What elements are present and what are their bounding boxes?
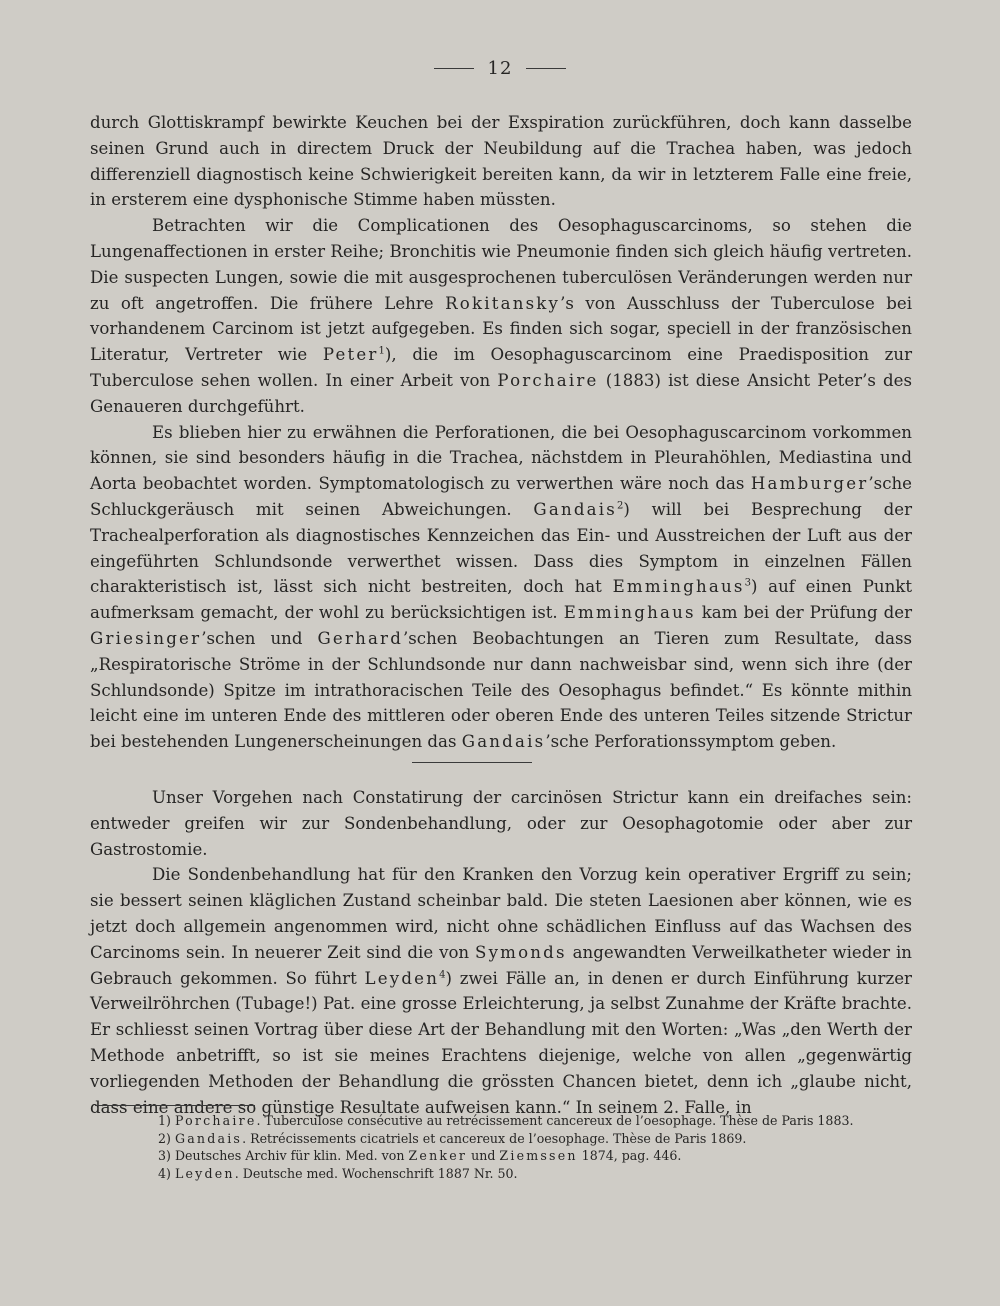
section-divider — [412, 762, 532, 763]
author-name: Emminghaus — [612, 577, 745, 597]
footnote-text: und — [467, 1148, 500, 1164]
header-dash-left — [434, 68, 474, 69]
text-run: Betrachten wir die Complicationen des Oesophaguscarcinoms, so stehen die Lungenaffectionen in erster Reihe; Bronchitis wie Pneumonie finden sich gleich häufig vertreten. Die suspecten Lungen, sowie die mit ausgesprochenen tuberculösen Veränderungen werden nur zu oft angetroffen. Die frühere Lehre — [90, 216, 912, 313]
footnote-3 — [96, 1147, 914, 1165]
author-name: Griesinger — [90, 628, 202, 648]
footnote-mark: 1) — [158, 1113, 171, 1128]
author-name: Emminghaus — [563, 603, 696, 623]
footnote-mark: 4) — [158, 1165, 171, 1181]
section-treatment — [90, 785, 912, 1120]
text-run: durch Glottiskrampf bewirkte Keuchen bei der Exspiration zurückführen, doch kann dasselbe seinen Grund auch in directem Druck der Neubildung auf die Trachea haben, was jedoch differenziell diagnostisch keine Schwierigkeit bereiten kann, da wir in letzterem Falle eine freie, in ersterem eine dysphonische Stimme haben müssten. — [90, 113, 912, 210]
author-name: Gerhard — [317, 628, 404, 648]
page-header — [0, 58, 1000, 79]
footnotes — [96, 1112, 914, 1182]
footnote-text: . Tuberculose consécutive au retrécissement cancereux de l’oesophage. Thèse de Paris 1883. — [256, 1113, 854, 1128]
header-dash-right — [526, 68, 566, 69]
footnote-ref: 2 — [617, 500, 624, 512]
text-run: (1883) ist diese Ansicht Peter’s des Genaueren durchgeführt. — [90, 370, 913, 416]
author-name: Gandais — [461, 732, 546, 752]
paragraph-continuation — [90, 110, 912, 213]
text-run: Es blieben hier zu erwähnen die Perforationen, die bei Oesophaguscarcinom vorkommen können, sie sind besonders häufig in die Trachea, nächstdem in Pleurahöhlen, Mediastina und Aorta beobachtet worden. Symptomatologisch zu verwerthen wäre noch das — [90, 422, 912, 494]
author-name: Porchaire — [497, 370, 599, 390]
author-name: Leyden — [174, 1165, 235, 1181]
paragraph-complications — [90, 213, 912, 419]
footnote-ref: 1 — [378, 345, 385, 357]
footnote-text: . Retrécissements cicatriels et cancereux de l’oesophage. Thèse de Paris 1869. — [242, 1130, 747, 1146]
paragraph-treatment-intro — [90, 785, 912, 862]
text-run: ) zwei Fälle an, in denen er durch Einführung kurzer Verweilröhrchen (Tubage!) Pat. eine grosse Erleichterung, ja selbst Zunahme der Kräfte brachte. Er schliesst seinen Vortrag über diese Art der Behandlung mit den Worten: „Was „den Werth der Methode anbetrifft, so ist sie meines Erachtens diejenige, welche von allen „gegenwärtig vorliegenden Methoden der Behandlung die grössten Chancen bietet, denn ich „glaube nicht, dass eine andere so günstige Resultate aufweisen kann.“ In seinem 2. Falle, in — [90, 968, 912, 1117]
footnote-4 — [96, 1165, 914, 1183]
footnote-text: . Deutsche med. Wochenschrift 1887 Nr. 50. — [234, 1165, 518, 1181]
author-name: Porchaire — [174, 1113, 257, 1128]
footnote-ref: 4 — [439, 969, 446, 981]
text-run: ’schen Beobachtungen an Tieren zum Resultate, dass „Respiratorische Ströme in der Schlundsonde nur dann nachweisbar sind, wenn sich ihre (der Schlundsonde) Spitze im intrathoracischen Teile des Oesophagus befindet.“ Es könnte mithin leicht eine im unteren Ende des mittleren oder oberen Ende des unteren Teiles sitzende Strictur bei bestehenden Lungenerscheinungen das — [90, 628, 912, 752]
text-run: ’schen und — [201, 628, 318, 648]
text-run: kam bei der Prüfung der — [695, 603, 912, 623]
author-name: Leyden — [364, 968, 440, 988]
author-name: Rokitansky — [445, 293, 561, 313]
text-run: ) will bei Besprechung der Trachealperforation als diagnostisches Kennzeichen das Ein- und Ausstreichen der Luft aus der eingeführten Schlundsonde verwerthet wissen. Dass dies Symptom in einzelnen Fällen charakteristisch ist, lässt sich nicht bestreiten, doch hat — [90, 499, 913, 597]
footnote-mark: 3) — [158, 1148, 171, 1164]
footnote-text: Deutsches Archiv für klin. Med. von — [174, 1148, 409, 1164]
page-number: 12 — [487, 58, 513, 79]
author-name: Peter — [322, 345, 379, 365]
footnote-ref: 3 — [744, 577, 751, 589]
footnote-divider — [95, 1105, 255, 1106]
footnote-2 — [96, 1130, 914, 1148]
text-run: ’sche Perforationssymptom geben. — [545, 732, 837, 752]
text-run: Unser Vorgehen nach Constatirung der carcinösen Strictur kann ein dreifaches sein: entweder greifen wir zur Sondenbehandlung, oder zur Oesophagotomie oder aber zur Gastrostomie. — [90, 788, 912, 859]
text-run: angewandten Verweilkatheter wieder in Gebrauch gekommen. So führt — [90, 942, 912, 988]
text-run: Die Sondenbehandlung hat für den Kranken den Vorzug kein operativer Ergriff zu sein; sie bessert seinen kläglichen Zustand scheinbar bald. Die steten Laesionen aber können, wie es jetzt doch allgemein angenommen wird, nicht ohne schädlichen Einfluss auf das Wachsen des Carcinoms sein. In neuerer Zeit sind die von — [90, 865, 912, 962]
footnote-mark: 2) — [158, 1130, 171, 1146]
paragraph-sondenbehandlung — [90, 862, 912, 1120]
section-complications — [90, 110, 912, 755]
author-name: Gandais — [174, 1130, 243, 1146]
author-name: Gandais — [533, 499, 617, 519]
text-run: ’s von Ausschluss der Tuberculose bei vorhandenem Carcinom ist jetzt aufgegeben. Es finden sich sogar, speciell in der französischen Literatur, Vertreter wie — [90, 293, 913, 365]
text-run: ) auf einen Punkt aufmerksam gemacht, der wohl zu berücksichtigen ist. — [90, 577, 912, 623]
author-name: Zenker — [408, 1148, 468, 1164]
author-name: Hamburger — [750, 474, 869, 494]
footnote-text: 1874, pag. 446. — [577, 1148, 682, 1164]
text-run: ’sche Schluckgeräusch mit seinen Abweichungen. — [90, 474, 912, 519]
author-name: Symonds — [475, 942, 567, 962]
author-name: Ziemssen — [499, 1148, 578, 1164]
text-run: ), die im Oesophaguscarcinom eine Praedisposition zur Tuberculose sehen wollen. In einer Arbeit von — [90, 345, 912, 390]
footnote-1 — [96, 1112, 914, 1130]
paragraph-perforations — [90, 420, 912, 755]
